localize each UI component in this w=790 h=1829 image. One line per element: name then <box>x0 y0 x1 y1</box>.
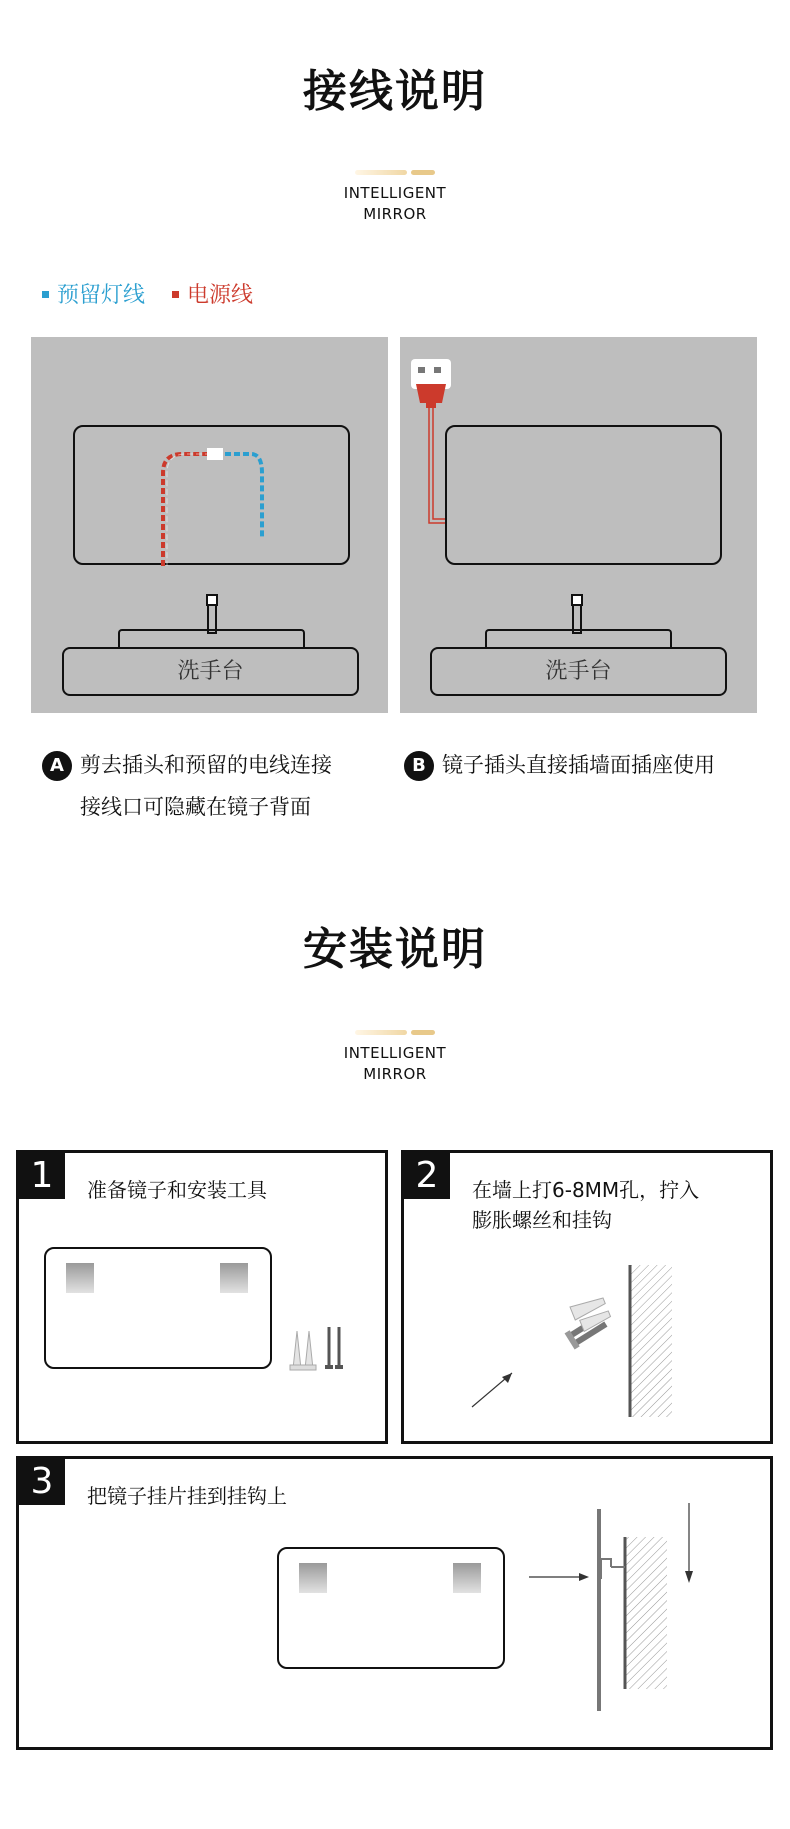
step-number: 3 <box>19 1459 65 1505</box>
vanity-a: 洗手台 <box>62 647 359 696</box>
hanging-side-view-graphic <box>19 1459 770 1747</box>
hanger-tab <box>220 1263 248 1293</box>
basin-top <box>118 629 305 649</box>
step-text: 在墙上打6-8MM孔，拧入 膨胀螺丝和挂钩 <box>472 1178 700 1232</box>
wiring-subtitle: INTELLIGENT MIRROR <box>343 184 447 223</box>
legend-reserved-light-wire: 预留灯线 <box>42 278 145 309</box>
gold-divider <box>345 170 445 175</box>
wiring-diagram-b <box>400 337 757 713</box>
install-title: 安装说明 <box>303 924 487 975</box>
caption-a: A 剪去插头和预留的电线连接 接线口可隐藏在镜子背面 <box>42 744 332 828</box>
badge-a: A <box>42 751 72 781</box>
basin-top <box>485 629 672 649</box>
caption-b: B 镜子插头直接插墙面插座使用 <box>404 744 715 786</box>
step-2-card <box>401 1150 773 1444</box>
step-text: 准备镜子和安装工具 <box>87 1178 267 1202</box>
hanger-tab <box>66 1263 94 1293</box>
mirror-outline <box>44 1247 272 1369</box>
step-1-card <box>16 1150 388 1444</box>
gold-divider <box>345 1030 445 1035</box>
badge-b: B <box>404 751 434 781</box>
step-number: 1 <box>19 1153 65 1199</box>
legend-power-wire: 电源线 <box>172 278 253 309</box>
legend-swatch-red <box>172 291 179 298</box>
drill-and-anchor-graphic <box>404 1153 770 1441</box>
install-subtitle: INTELLIGENT MIRROR <box>343 1044 447 1083</box>
step-text: 把镜子挂片挂到挂钩上 <box>87 1484 287 1508</box>
wiring-diagram-a <box>31 337 388 713</box>
step-number: 2 <box>404 1153 450 1199</box>
wiring-title: 接线说明 <box>303 66 487 117</box>
legend-swatch-blue <box>42 291 49 298</box>
vanity-b: 洗手台 <box>430 647 727 696</box>
screws-and-anchors-icon <box>287 1321 357 1373</box>
step-3-card <box>16 1456 773 1750</box>
